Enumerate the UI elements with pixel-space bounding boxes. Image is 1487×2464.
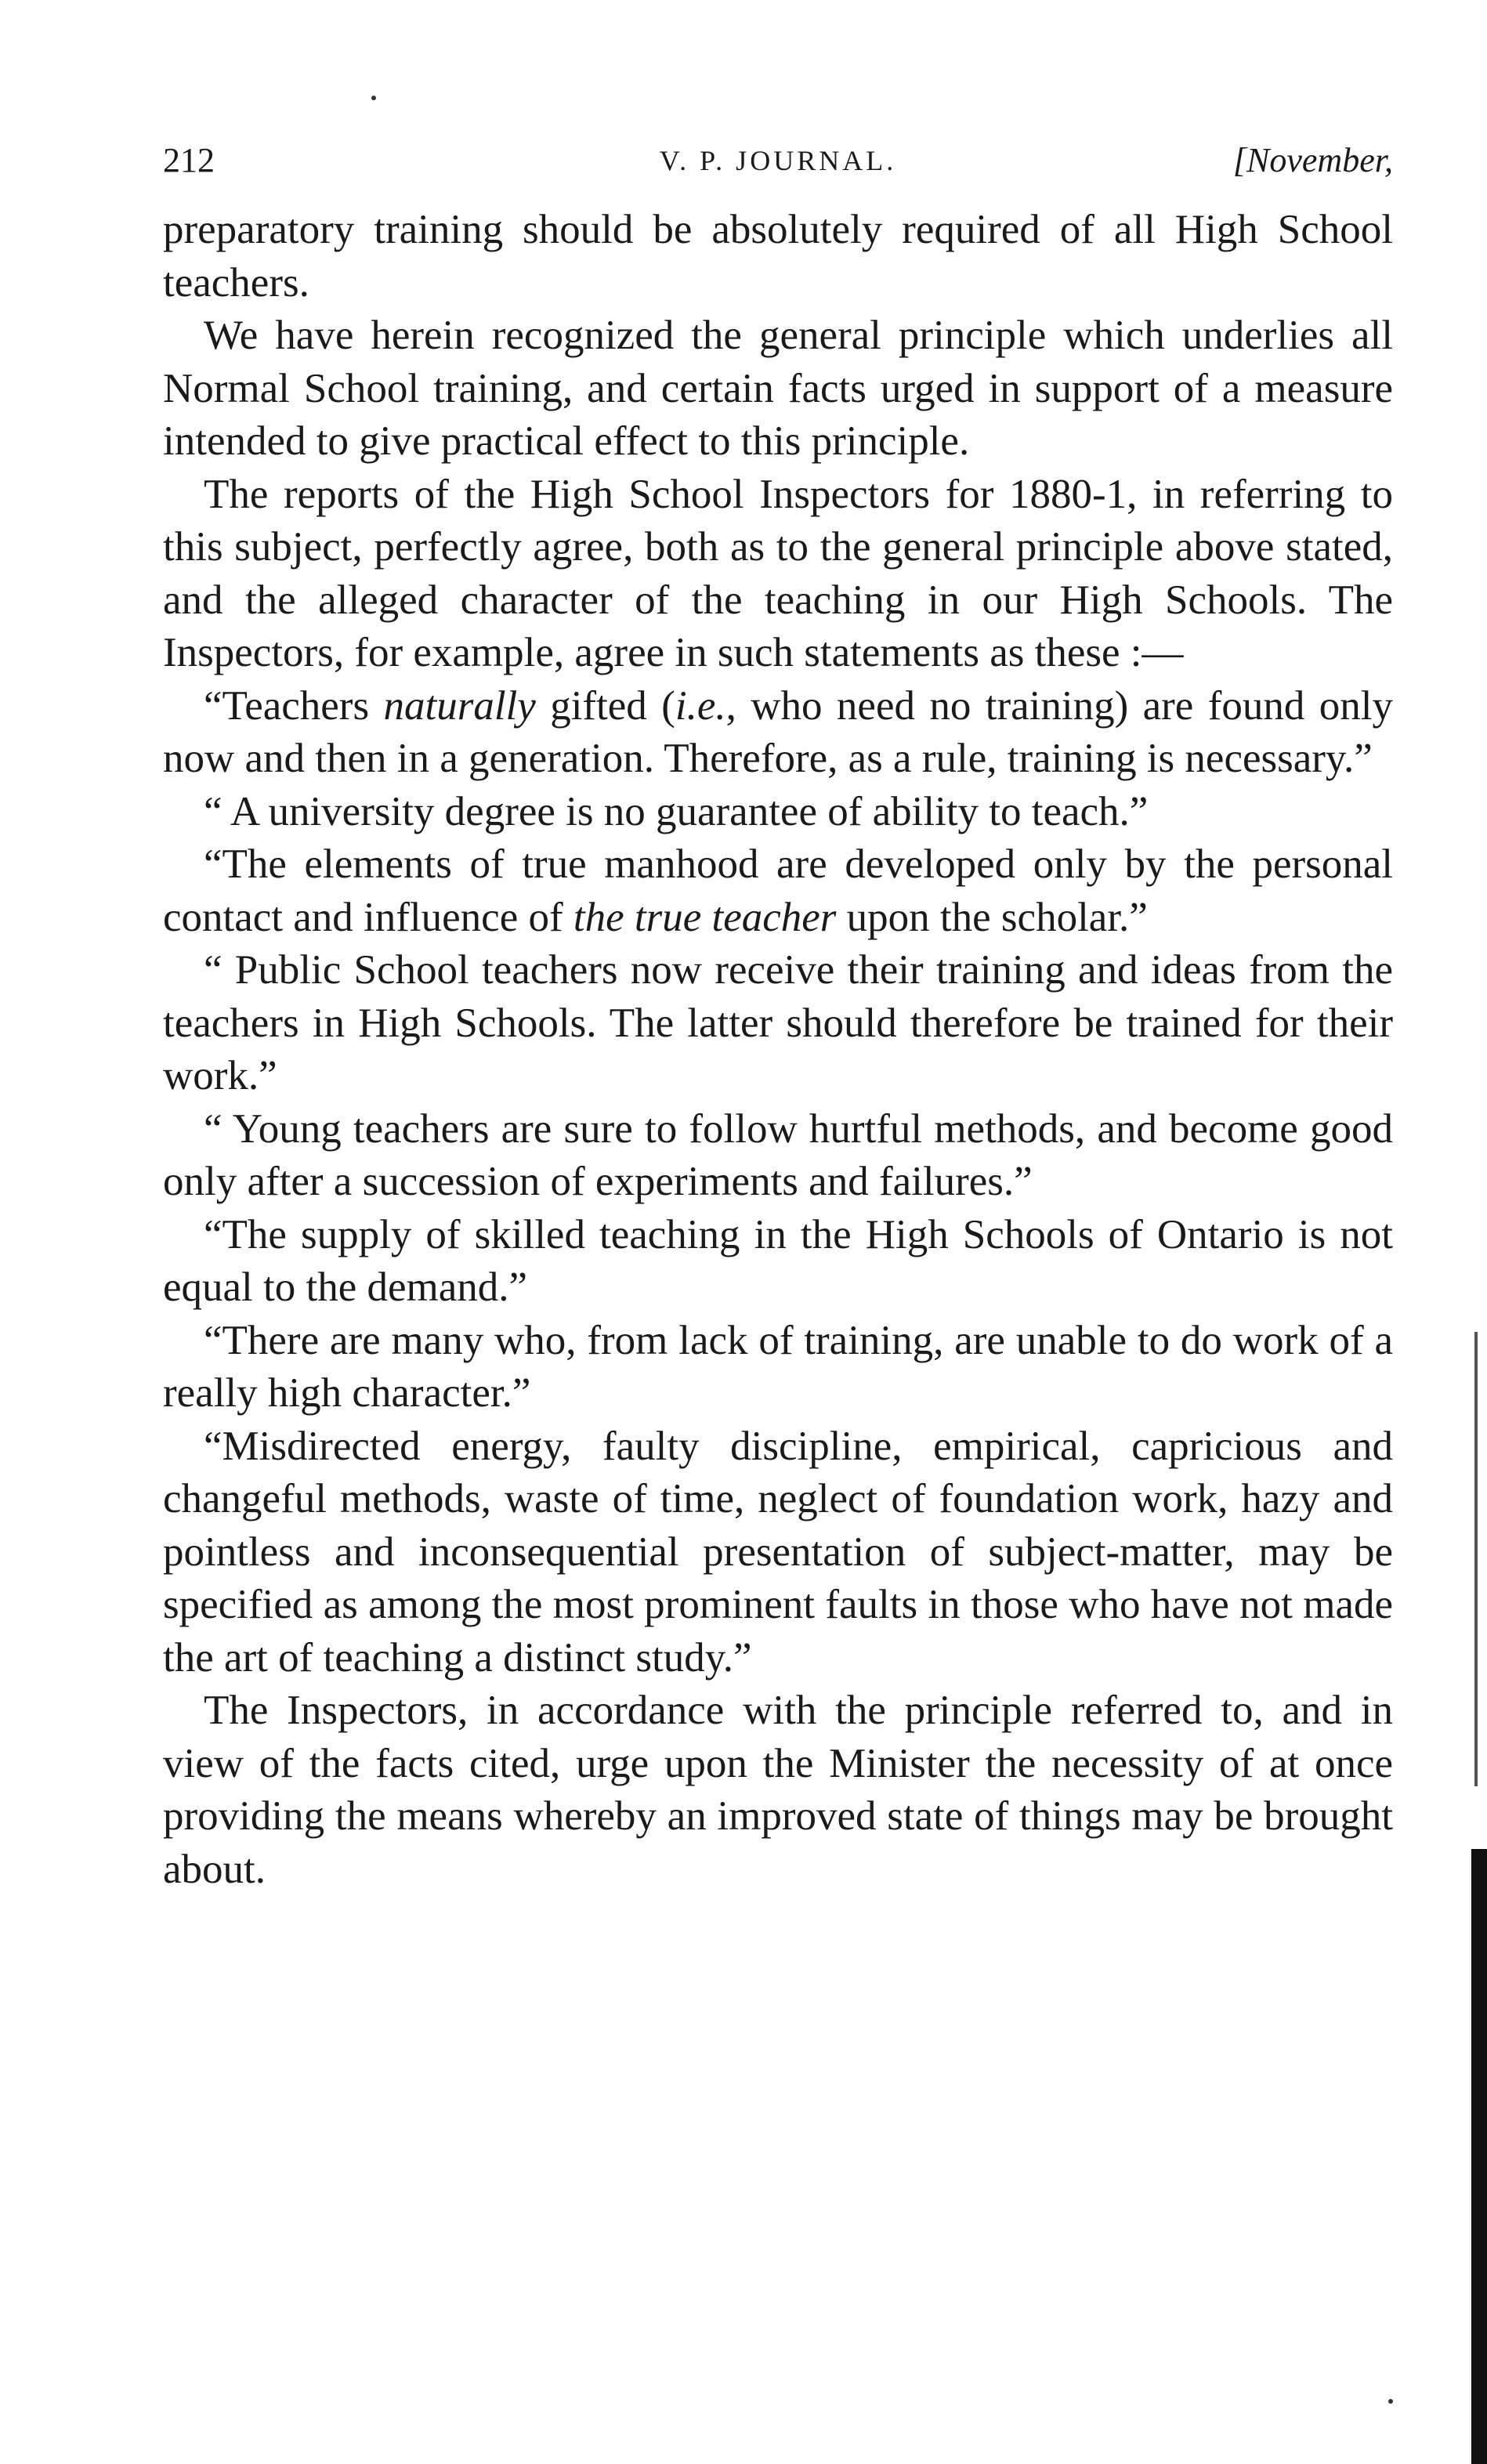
journal-title: V. P. JOURNAL. [659, 145, 897, 176]
paragraph-continued: preparatory training should be absolutely required of all High School teachers. [163, 207, 1393, 306]
scan-speck-bottom [1388, 2399, 1393, 2404]
quotation-paragraph [163, 838, 1393, 944]
quotation-paragraph: “Misdirected energy, faulty discipline, empirical, capricious and changeful methods, waste of time, neglect of foundation work, hazy and pointless and inconsequential presentation of subject-matter, may be specified as among the most prominent faults in those who have not made the art of teaching a distinct study.” [163, 1423, 1393, 1681]
quote-text: gifted ( [535, 682, 675, 729]
quote-text: upon the scholar.” [836, 894, 1148, 940]
quotation-paragraph [163, 680, 1393, 786]
quotation-paragraph: “ Young teachers are sure to follow hurtful methods, and become good only after a succession of experiments and failures.” [163, 1105, 1393, 1204]
quote-text: “The elements of true manhood are developed only by the personal contact and influence of [163, 841, 1393, 940]
quote-text: , who need no training) are found only now and then in a generation. Therefore, as a rule, training is necessary.” [163, 682, 1393, 781]
quotation-paragraph: “The supply of skilled teaching in the High Schools of Ontario is not equal to the demand.” [163, 1211, 1393, 1310]
quotation-paragraph: “ A university degree is no guarantee of ability to teach.” [204, 788, 1149, 834]
emphasis-text: the true teacher [573, 894, 837, 940]
issue-month: [November, [1232, 141, 1393, 179]
paragraph: The reports of the High School Inspectors for 1880-1, in referring to this subject, perfectly agree, both as to the general principle above stated, and the alleged character of the teaching in our High Schools. The Inspectors, for example, agree in such statements as these :— [163, 471, 1393, 675]
paragraph: The Inspectors, in accordance with the principle referred to, and in view of the facts cited, urge upon the Minister the necessity of at once providing the means whereby an improved state of things may be brought about. [163, 1688, 1393, 1892]
scan-speck-top [371, 96, 376, 100]
document-page [163, 133, 1393, 1896]
article-body [163, 204, 1393, 1896]
paragraph: We have herein recognized the general principle which underlies all Normal School training, and certain facts urged in support of a measure intended to give practical effect to this principle. [163, 313, 1393, 464]
scan-edge-bar [1471, 1849, 1487, 2464]
page-number: 212 [163, 141, 215, 179]
running-header [163, 133, 1393, 188]
quotation-paragraph: “There are many who, from lack of training, are unable to do work of a really high character.” [163, 1317, 1393, 1416]
scan-edge-mark [1474, 1332, 1478, 1786]
emphasis-text: i.e. [675, 682, 726, 729]
quotation-paragraph: “ Public School teachers now receive their training and ideas from the teachers in High Schools. The latter should therefore be trained for their work.” [163, 947, 1393, 1098]
quote-text: “Teachers [204, 682, 384, 729]
emphasis-text: naturally [383, 682, 536, 729]
